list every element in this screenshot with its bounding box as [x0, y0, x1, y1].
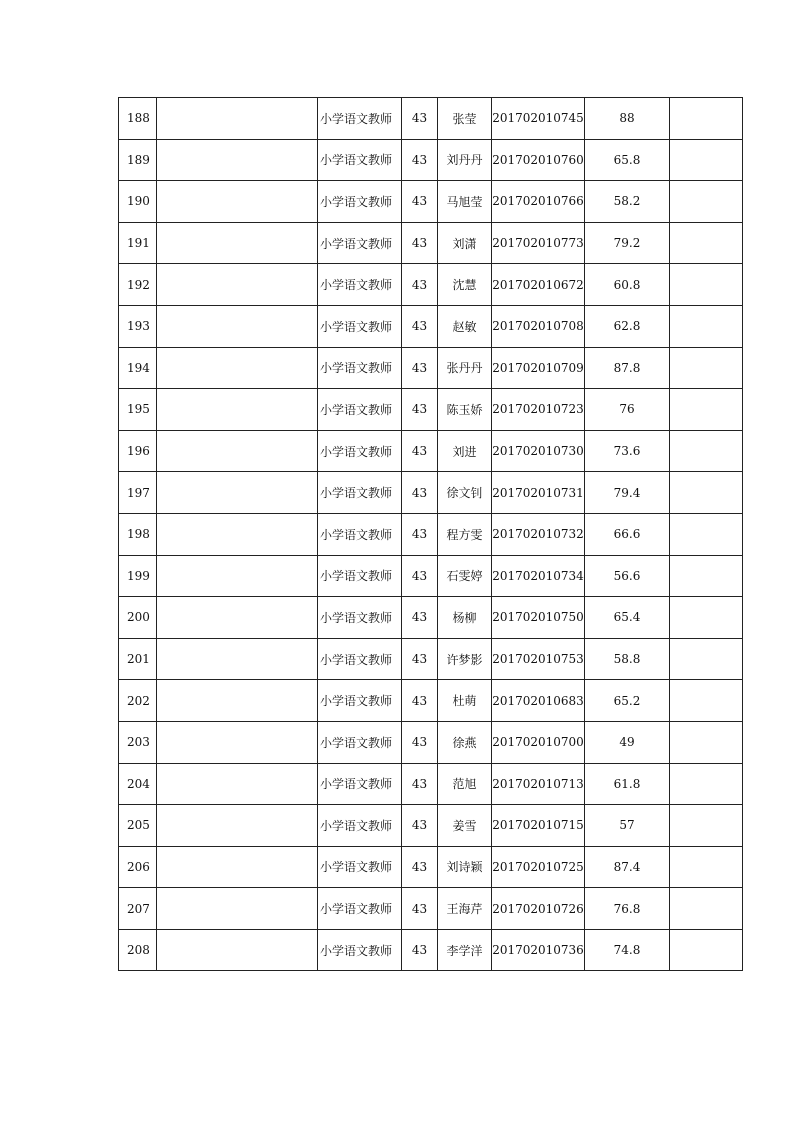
- ticket-number-cell: 201702010773: [492, 222, 585, 264]
- position-cell: 小学语文教师: [318, 347, 402, 389]
- row-number: 193: [119, 305, 157, 347]
- position-cell: 小学语文教师: [318, 430, 402, 472]
- ticket-number-cell: 201702010708: [492, 305, 585, 347]
- blank-cell: [157, 430, 318, 472]
- score-cell: 79.2: [585, 222, 670, 264]
- position-code-cell: 43: [402, 222, 438, 264]
- ticket-number-cell: 201702010760: [492, 139, 585, 181]
- position-code-cell: 43: [402, 430, 438, 472]
- row-number: 202: [119, 680, 157, 722]
- score-cell: 65.4: [585, 597, 670, 639]
- position-cell: 小学语文教师: [318, 888, 402, 930]
- remark-cell: [670, 181, 743, 223]
- candidate-name-cell: 徐文钊: [438, 472, 492, 514]
- blank-cell: [157, 680, 318, 722]
- table-row: [119, 98, 743, 140]
- table-row: [119, 597, 743, 639]
- position-cell: 小学语文教师: [318, 929, 402, 971]
- position-cell: 小学语文教师: [318, 513, 402, 555]
- row-number: 203: [119, 721, 157, 763]
- blank-cell: [157, 888, 318, 930]
- position-cell: 小学语文教师: [318, 805, 402, 847]
- remark-cell: [670, 638, 743, 680]
- remark-cell: [670, 389, 743, 431]
- candidate-name-cell: 石雯婷: [438, 555, 492, 597]
- row-number: 188: [119, 98, 157, 140]
- table-row: [119, 347, 743, 389]
- remark-cell: [670, 555, 743, 597]
- row-number: 200: [119, 597, 157, 639]
- score-cell: 74.8: [585, 929, 670, 971]
- position-code-cell: 43: [402, 721, 438, 763]
- candidate-name-cell: 刘诗颖: [438, 846, 492, 888]
- blank-cell: [157, 222, 318, 264]
- table-row: [119, 264, 743, 306]
- position-cell: 小学语文教师: [318, 98, 402, 140]
- table-row: [119, 638, 743, 680]
- score-cell: 79.4: [585, 472, 670, 514]
- ticket-number-cell: 201702010736: [492, 929, 585, 971]
- score-cell: 66.6: [585, 513, 670, 555]
- row-number: 207: [119, 888, 157, 930]
- position-cell: 小学语文教师: [318, 555, 402, 597]
- score-cell: 62.8: [585, 305, 670, 347]
- position-code-cell: 43: [402, 347, 438, 389]
- score-cell: 56.6: [585, 555, 670, 597]
- candidate-name-cell: 李学洋: [438, 929, 492, 971]
- position-code-cell: 43: [402, 929, 438, 971]
- position-code-cell: 43: [402, 513, 438, 555]
- position-code-cell: 43: [402, 638, 438, 680]
- blank-cell: [157, 929, 318, 971]
- remark-cell: [670, 888, 743, 930]
- candidate-name-cell: 刘丹丹: [438, 139, 492, 181]
- remark-cell: [670, 929, 743, 971]
- score-cell: 49: [585, 721, 670, 763]
- position-cell: 小学语文教师: [318, 597, 402, 639]
- blank-cell: [157, 721, 318, 763]
- position-cell: 小学语文教师: [318, 846, 402, 888]
- position-cell: 小学语文教师: [318, 264, 402, 306]
- remark-cell: [670, 472, 743, 514]
- table-row: [119, 472, 743, 514]
- candidate-name-cell: 赵敏: [438, 305, 492, 347]
- ticket-number-cell: 201702010750: [492, 597, 585, 639]
- candidate-name-cell: 杨柳: [438, 597, 492, 639]
- position-code-cell: 43: [402, 805, 438, 847]
- blank-cell: [157, 597, 318, 639]
- remark-cell: [670, 721, 743, 763]
- score-cell: 87.8: [585, 347, 670, 389]
- candidate-name-cell: 程方雯: [438, 513, 492, 555]
- position-cell: 小学语文教师: [318, 472, 402, 514]
- position-code-cell: 43: [402, 98, 438, 140]
- ticket-number-cell: 201702010715: [492, 805, 585, 847]
- remark-cell: [670, 139, 743, 181]
- score-table: [118, 97, 743, 971]
- remark-cell: [670, 846, 743, 888]
- remark-cell: [670, 305, 743, 347]
- score-cell: 58.8: [585, 638, 670, 680]
- row-number: 194: [119, 347, 157, 389]
- ticket-number-cell: 201702010709: [492, 347, 585, 389]
- position-code-cell: 43: [402, 305, 438, 347]
- table-row: [119, 430, 743, 472]
- row-number: 201: [119, 638, 157, 680]
- row-number: 198: [119, 513, 157, 555]
- candidate-name-cell: 刘潇: [438, 222, 492, 264]
- remark-cell: [670, 763, 743, 805]
- position-code-cell: 43: [402, 389, 438, 431]
- blank-cell: [157, 763, 318, 805]
- ticket-number-cell: 201702010730: [492, 430, 585, 472]
- table-row: [119, 763, 743, 805]
- row-number: 199: [119, 555, 157, 597]
- table-row: [119, 680, 743, 722]
- ticket-number-cell: 201702010713: [492, 763, 585, 805]
- position-code-cell: 43: [402, 181, 438, 223]
- position-code-cell: 43: [402, 139, 438, 181]
- blank-cell: [157, 513, 318, 555]
- row-number: 195: [119, 389, 157, 431]
- table-row: [119, 305, 743, 347]
- score-cell: 61.8: [585, 763, 670, 805]
- row-number: 196: [119, 430, 157, 472]
- position-code-cell: 43: [402, 264, 438, 306]
- remark-cell: [670, 430, 743, 472]
- candidate-name-cell: 沈慧: [438, 264, 492, 306]
- ticket-number-cell: 201702010731: [492, 472, 585, 514]
- blank-cell: [157, 305, 318, 347]
- position-cell: 小学语文教师: [318, 721, 402, 763]
- table-row: [119, 846, 743, 888]
- score-cell: 60.8: [585, 264, 670, 306]
- row-number: 191: [119, 222, 157, 264]
- blank-cell: [157, 805, 318, 847]
- row-number: 190: [119, 181, 157, 223]
- score-cell: 76: [585, 389, 670, 431]
- ticket-number-cell: 201702010766: [492, 181, 585, 223]
- row-number: 197: [119, 472, 157, 514]
- candidate-name-cell: 张莹: [438, 98, 492, 140]
- table-row: [119, 721, 743, 763]
- remark-cell: [670, 347, 743, 389]
- score-cell: 57: [585, 805, 670, 847]
- row-number: 206: [119, 846, 157, 888]
- candidate-name-cell: 陈玉娇: [438, 389, 492, 431]
- score-cell: 65.2: [585, 680, 670, 722]
- position-cell: 小学语文教师: [318, 181, 402, 223]
- ticket-number-cell: 201702010753: [492, 638, 585, 680]
- remark-cell: [670, 264, 743, 306]
- row-number: 192: [119, 264, 157, 306]
- blank-cell: [157, 347, 318, 389]
- row-number: 205: [119, 805, 157, 847]
- table-row: [119, 181, 743, 223]
- candidate-name-cell: 马旭莹: [438, 181, 492, 223]
- score-cell: 76.8: [585, 888, 670, 930]
- score-cell: 87.4: [585, 846, 670, 888]
- ticket-number-cell: 201702010725: [492, 846, 585, 888]
- blank-cell: [157, 98, 318, 140]
- position-code-cell: 43: [402, 597, 438, 639]
- table-row: [119, 389, 743, 431]
- score-cell: 88: [585, 98, 670, 140]
- position-code-cell: 43: [402, 763, 438, 805]
- position-code-cell: 43: [402, 888, 438, 930]
- candidate-name-cell: 许梦影: [438, 638, 492, 680]
- remark-cell: [670, 513, 743, 555]
- remark-cell: [670, 597, 743, 639]
- position-code-cell: 43: [402, 680, 438, 722]
- position-cell: 小学语文教师: [318, 763, 402, 805]
- remark-cell: [670, 805, 743, 847]
- table-row: [119, 222, 743, 264]
- ticket-number-cell: 201702010723: [492, 389, 585, 431]
- position-code-cell: 43: [402, 846, 438, 888]
- blank-cell: [157, 846, 318, 888]
- score-cell: 73.6: [585, 430, 670, 472]
- ticket-number-cell: 201702010745: [492, 98, 585, 140]
- table-row: [119, 513, 743, 555]
- blank-cell: [157, 181, 318, 223]
- blank-cell: [157, 555, 318, 597]
- position-cell: 小学语文教师: [318, 139, 402, 181]
- score-cell: 65.8: [585, 139, 670, 181]
- ticket-number-cell: 201702010700: [492, 721, 585, 763]
- blank-cell: [157, 264, 318, 306]
- table-row: [119, 139, 743, 181]
- ticket-number-cell: 201702010734: [492, 555, 585, 597]
- position-code-cell: 43: [402, 472, 438, 514]
- table-row: [119, 805, 743, 847]
- position-cell: 小学语文教师: [318, 222, 402, 264]
- table-row: [119, 555, 743, 597]
- candidate-name-cell: 杜萌: [438, 680, 492, 722]
- remark-cell: [670, 98, 743, 140]
- ticket-number-cell: 201702010672: [492, 264, 585, 306]
- position-cell: 小学语文教师: [318, 638, 402, 680]
- remark-cell: [670, 680, 743, 722]
- position-cell: 小学语文教师: [318, 305, 402, 347]
- candidate-name-cell: 王海芹: [438, 888, 492, 930]
- blank-cell: [157, 139, 318, 181]
- table-row: [119, 888, 743, 930]
- position-cell: 小学语文教师: [318, 680, 402, 722]
- candidate-name-cell: 刘进: [438, 430, 492, 472]
- position-code-cell: 43: [402, 555, 438, 597]
- ticket-number-cell: 201702010726: [492, 888, 585, 930]
- candidate-name-cell: 范旭: [438, 763, 492, 805]
- row-number: 189: [119, 139, 157, 181]
- candidate-name-cell: 姜雪: [438, 805, 492, 847]
- table-row: [119, 929, 743, 971]
- row-number: 204: [119, 763, 157, 805]
- table-body: [119, 98, 743, 971]
- blank-cell: [157, 389, 318, 431]
- row-number: 208: [119, 929, 157, 971]
- candidate-name-cell: 张丹丹: [438, 347, 492, 389]
- remark-cell: [670, 222, 743, 264]
- ticket-number-cell: 201702010732: [492, 513, 585, 555]
- blank-cell: [157, 472, 318, 514]
- ticket-number-cell: 201702010683: [492, 680, 585, 722]
- score-cell: 58.2: [585, 181, 670, 223]
- candidate-name-cell: 徐燕: [438, 721, 492, 763]
- blank-cell: [157, 638, 318, 680]
- position-cell: 小学语文教师: [318, 389, 402, 431]
